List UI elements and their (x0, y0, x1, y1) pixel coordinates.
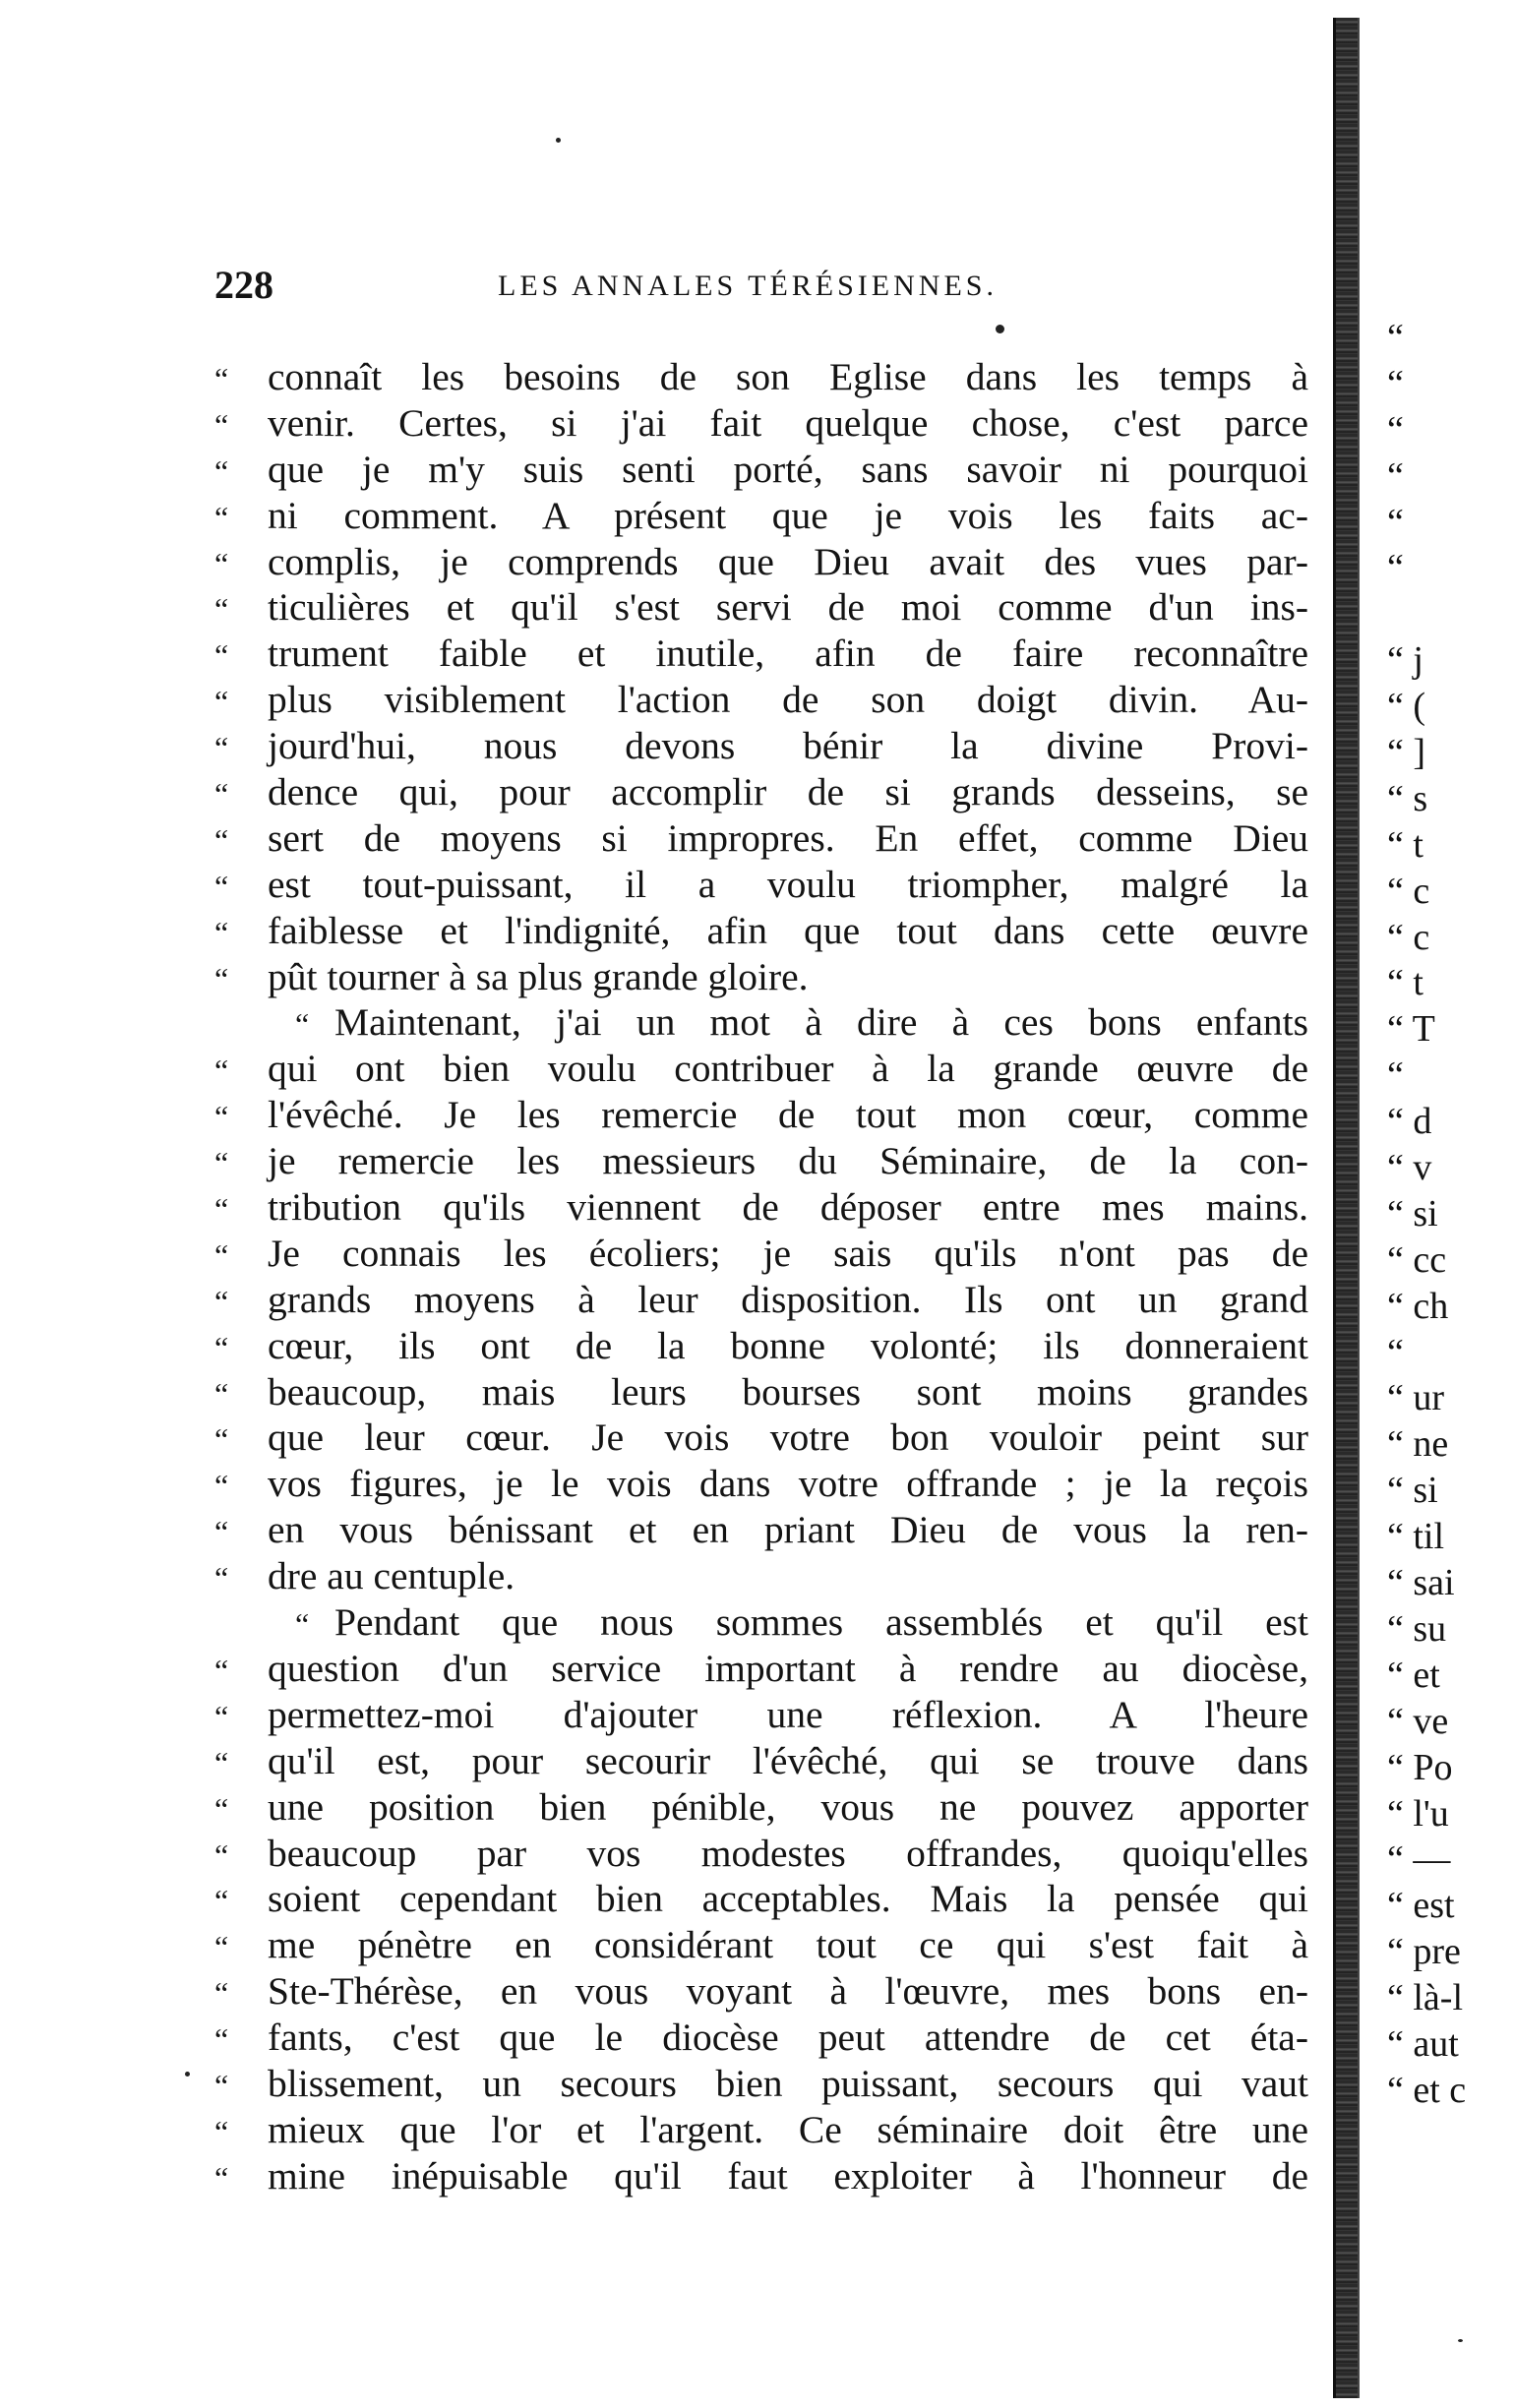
text-line (214, 1415, 1308, 1461)
quote-mark: “ (214, 361, 229, 396)
line-text: je remercie les messieurs du Séminaire, de la con- (268, 1139, 1308, 1183)
running-title: LES ANNALES TÉRÉSIENNES. (498, 270, 998, 302)
facing-page-line: “ (1387, 454, 1404, 497)
text-line (214, 1553, 1308, 1599)
page-number: 228 (214, 263, 273, 307)
line-text: connaît les besoins de son Eglise dans les temps à (268, 355, 1308, 398)
line-text: ni comment. A présent que je vois les faits ac- (268, 493, 1308, 537)
quote-mark: “ (214, 591, 229, 628)
text-line (214, 2061, 1308, 2107)
text-line (214, 723, 1308, 769)
text-line (214, 1876, 1308, 1922)
facing-page-line: “ est (1387, 1885, 1455, 1927)
line-text: permettez-moi d'ajouter une réflexion. A l'heure (268, 1692, 1308, 1736)
line-text: ticulières et qu'il s'est servi de moi comme d'un ins- (268, 585, 1308, 630)
facing-page-line: “ là-l (1387, 1977, 1464, 2019)
ink-speck (996, 325, 1004, 333)
quote-mark: “ (214, 637, 229, 674)
text-line (214, 539, 1308, 585)
facing-page-line: “ (1387, 408, 1404, 451)
line-text (268, 999, 1308, 1048)
line-text: beaucoup, mais leurs bourses sont moins grandes (268, 1369, 1308, 1414)
line-text: mine inépuisable qu'il faut exploiter à l'honneur de (268, 2153, 1308, 2197)
line-text: qui ont bien voulu contribuer à la grande œuvre de (268, 1047, 1308, 1091)
line-text: pût tourner à sa plus grande gloire. (268, 954, 809, 998)
facing-page-line: “ t (1387, 962, 1423, 1004)
text-line (214, 815, 1308, 862)
quote-mark: “ (214, 1191, 229, 1228)
text-line (214, 769, 1308, 815)
quote-mark: “ (214, 1836, 229, 1873)
facing-page-line: “ (1387, 362, 1404, 404)
facing-page-line: “ (1387, 317, 1404, 358)
quote-mark: “ (214, 776, 229, 813)
line-text: cœur, ils ont de la bonne volonté; ils donneraient (268, 1323, 1308, 1367)
line-text: venir. Certes, si j'ai fait quelque chose, c'est parce (268, 400, 1308, 445)
text-line (214, 584, 1308, 631)
text-line (214, 1184, 1308, 1231)
facing-page-line: “ T (1387, 1008, 1435, 1051)
text-line (214, 354, 1308, 400)
facing-page-line: “ Po (1387, 1746, 1453, 1788)
quote-mark: “ (214, 1560, 229, 1596)
text-line (214, 631, 1308, 677)
facing-page-fragment (1387, 315, 1514, 2111)
quote-mark: “ (214, 730, 229, 766)
quote-mark: “ (214, 1468, 229, 1504)
line-text: soient cependant bien acceptables. Mais la pensée qui (268, 1877, 1308, 1921)
line-text: fants, c'est que le diocèse peut attendre de cet éta- (268, 2016, 1308, 2060)
line-text: jourd'hui, nous devons bénir la divine Provi- (268, 724, 1308, 768)
line-text: sert de moyens si impropres. En effet, comme Dieu (268, 815, 1308, 860)
facing-page-line: “ v (1387, 1147, 1432, 1189)
text-line (214, 862, 1308, 908)
quote-mark: “ (214, 499, 229, 535)
facing-page-line: “ c (1387, 870, 1430, 912)
line-text: tribution qu'ils viennent de déposer entre mes mains. (268, 1185, 1308, 1230)
quote-mark: “ (214, 868, 229, 904)
text-line (214, 1277, 1308, 1323)
facing-page-line: “ (1387, 1331, 1404, 1373)
text-line (214, 1231, 1308, 1277)
facing-page-line: “ j (1387, 639, 1423, 682)
quote-mark: “ (214, 2113, 229, 2149)
quote-mark: “ (214, 406, 229, 443)
text-line (214, 2153, 1308, 2199)
paragraph-quote-mark: “ (295, 1006, 310, 1043)
facing-page-line: “ (1387, 1054, 1404, 1097)
line-text: en vous bénissant et en priant Dieu de vous la ren- (268, 1508, 1308, 1552)
text-line (214, 447, 1308, 493)
facing-page-line: “ ur (1387, 1377, 1445, 1419)
facing-page-line: “ si (1387, 1192, 1438, 1234)
quote-mark: “ (214, 1053, 229, 1089)
line-text: Ste-Thérèse, en vous voyant à l'œuvre, mes bons en- (268, 1969, 1308, 2014)
line-text: une position bien pénible, vous ne pouvez apporter (268, 1784, 1308, 1829)
text-line (214, 1831, 1308, 1877)
text-line (214, 1646, 1308, 1692)
quote-mark: “ (214, 2067, 229, 2103)
text-line (214, 1369, 1308, 1415)
line-text: que je m'y suis senti porté, sans savoir ni pourquoi (268, 447, 1308, 491)
text-line (214, 677, 1308, 723)
facing-page-line: “ cc (1387, 1238, 1447, 1281)
facing-page-line: “ aut (1387, 2022, 1459, 2065)
ink-speck (556, 138, 561, 143)
line-text-content: Maintenant, j'ai un mot à dire à ces bons enfants (334, 1000, 1308, 1045)
quote-mark: “ (214, 2159, 229, 2196)
facing-page-line: “ ch (1387, 1285, 1449, 1327)
line-text (268, 1599, 1308, 1648)
quote-mark: “ (214, 1975, 229, 2012)
facing-page-line: “ d (1387, 1101, 1432, 1143)
line-text: qu'il est, pour secourir l'évêché, qui se trouve dans (268, 1738, 1308, 1782)
quote-mark: “ (214, 1375, 229, 1412)
text-line (214, 2015, 1308, 2061)
line-text: trument faible et inutile, afin de faire reconnaître (268, 632, 1308, 676)
text-line (214, 954, 1308, 1000)
quote-mark: “ (214, 1236, 229, 1273)
text-line (214, 400, 1308, 447)
facing-page-line: “ til (1387, 1516, 1445, 1558)
quote-mark: “ (214, 1283, 229, 1319)
facing-page-line: “ ( (1387, 686, 1426, 728)
quote-mark: “ (214, 1698, 229, 1734)
quote-mark: “ (214, 545, 229, 581)
line-text: dence qui, pour accomplir de si grands desseins, se (268, 770, 1308, 814)
line-text: beaucoup par vos modestes offrandes, quoiqu'elles (268, 1831, 1308, 1875)
facing-page-line (1387, 591, 1514, 637)
text-line (214, 493, 1308, 539)
quote-mark: “ (214, 914, 229, 950)
text-line (214, 1738, 1308, 1784)
text-line (214, 1461, 1308, 1507)
text-line (214, 908, 1308, 954)
line-text-content: Pendant que nous sommes assemblés et qu'il est (334, 1600, 1308, 1645)
quote-mark: “ (214, 1652, 229, 1688)
quote-mark: “ (214, 1883, 229, 1919)
quote-mark: “ (214, 1514, 229, 1550)
quote-mark: “ (214, 1744, 229, 1780)
text-line (214, 999, 1308, 1046)
page-header (214, 262, 1306, 321)
facing-page-line: “ l'u (1387, 1792, 1449, 1835)
text-line (214, 1507, 1308, 1553)
text-line (214, 1138, 1308, 1184)
facing-page-line: “ et c (1387, 2069, 1467, 2111)
facing-page-line: “ (1387, 501, 1404, 543)
facing-page-line: “ su (1387, 1607, 1447, 1650)
ink-speck (1458, 2339, 1463, 2342)
facing-page-line: “ pre (1387, 1931, 1461, 1973)
quote-mark: “ (214, 1329, 229, 1365)
line-text: faiblesse et l'indignité, afin que tout dans cette œuvre (268, 908, 1308, 952)
facing-page-line: “ c (1387, 916, 1430, 958)
facing-page-line: “ si (1387, 1470, 1438, 1512)
line-text: dre au centuple. (268, 1554, 515, 1598)
line-text: complis, je comprends que Dieu avait des vues par- (268, 539, 1308, 583)
line-text: blissement, un secours bien puissant, secours qui vaut (268, 2061, 1308, 2105)
book-gutter (1333, 18, 1360, 2398)
line-text: est tout-puissant, il a voulu triompher, malgré la (268, 862, 1308, 906)
text-line (214, 1092, 1308, 1138)
quote-mark: “ (214, 960, 229, 996)
text-line (214, 1323, 1308, 1369)
line-text: mieux que l'or et l'argent. Ce séminaire doit être une (268, 2107, 1308, 2151)
line-text: grands moyens à leur disposition. Ils ont un grand (268, 1277, 1308, 1321)
line-text: plus visiblement l'action de son doigt divin. Au- (268, 678, 1308, 722)
line-text: question d'un service important à rendre au diocèse, (268, 1646, 1308, 1690)
text-line (214, 1692, 1308, 1738)
quote-mark: “ (214, 452, 229, 489)
text-line (214, 2107, 1308, 2153)
facing-page-line: “ ] (1387, 732, 1426, 774)
facing-page-line: “ — (1387, 1838, 1451, 1881)
quote-mark: “ (214, 1145, 229, 1181)
facing-page-line: “ t (1387, 823, 1423, 866)
text-line (214, 1599, 1308, 1646)
facing-page-line: “ ve (1387, 1700, 1449, 1742)
facing-page-line: “ (1387, 547, 1404, 589)
quote-mark: “ (214, 1790, 229, 1827)
facing-page-line: “ s (1387, 777, 1428, 819)
line-text: l'évêché. Je les remercie de tout mon cœur, comme (268, 1093, 1308, 1137)
line-text: Je connais les écoliers; je sais qu'ils n'ont pas de (268, 1231, 1308, 1275)
quote-mark: “ (214, 2021, 229, 2058)
text-line (214, 1922, 1308, 1968)
quote-mark: “ (214, 1421, 229, 1458)
quote-mark: “ (214, 684, 229, 720)
text-line (214, 1968, 1308, 2015)
facing-page-line: “ ne (1387, 1423, 1449, 1466)
text-line (214, 1784, 1308, 1831)
line-text: vos figures, je le vois dans votre offrande ; je la reçois (268, 1462, 1308, 1506)
quote-mark: “ (214, 821, 229, 858)
paragraph-quote-mark: “ (295, 1606, 310, 1643)
ink-speck (185, 2072, 190, 2077)
facing-page-line: “ et (1387, 1654, 1440, 1696)
quote-mark: “ (214, 1099, 229, 1135)
line-text: que leur cœur. Je vois votre bon vouloir peint sur (268, 1415, 1308, 1460)
text-line (214, 1046, 1308, 1092)
quote-mark: “ (214, 1929, 229, 1965)
line-text: me pénètre en considérant tout ce qui s'est fait à (268, 1923, 1308, 1967)
facing-page-line: “ sai (1387, 1562, 1455, 1604)
body-text (214, 354, 1308, 2199)
